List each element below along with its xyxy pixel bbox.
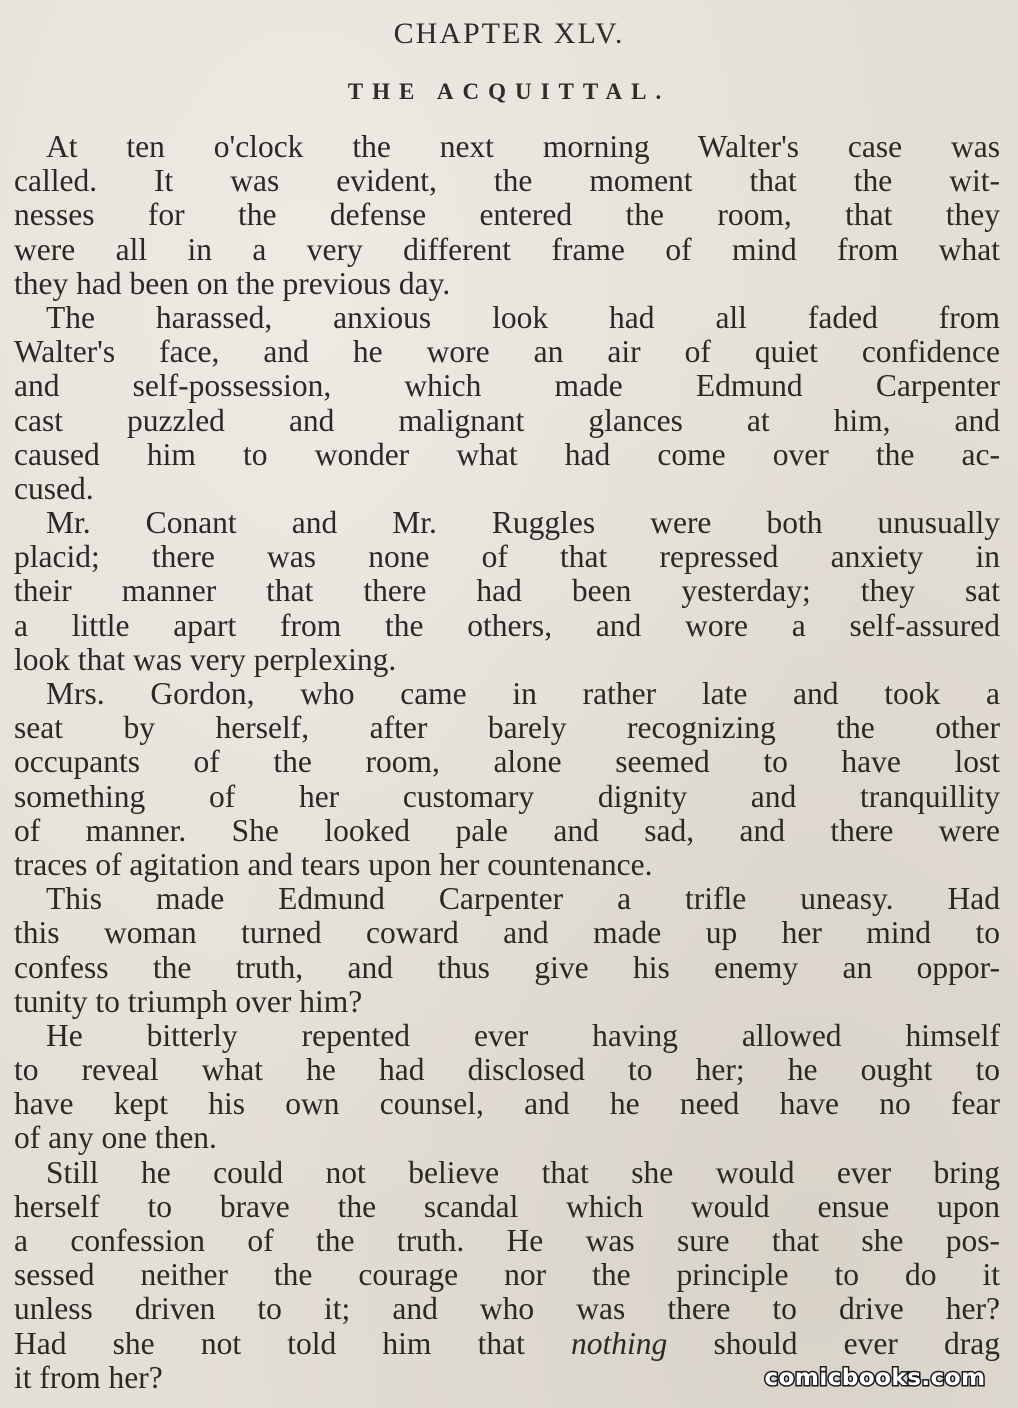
text-line: occupants of the room, alone seemed to have lost (14, 744, 1000, 780)
text-line: Walter's face, and he wore an air of quiet confidence (14, 334, 1000, 370)
text-line: sessed neither the courage nor the principle to do it (14, 1257, 1000, 1293)
text-line: herself to brave the scandal which would ensue upon (14, 1188, 1000, 1224)
text-line: called. It was evident, the moment that the wit- (14, 163, 1000, 199)
text-line: traces of agitation and tears upon her countenance. (14, 846, 653, 882)
text-line: their manner that there had been yesterday; they sat (14, 573, 1000, 609)
text-line: confess the truth, and thus give his enemy an oppor- (14, 949, 1000, 985)
text-line: they had been on the previous day. (14, 265, 451, 301)
text-line: caused him to wonder what had come over the ac- (14, 436, 1000, 472)
text-line: cused. (14, 470, 94, 506)
text-line: to reveal what he had disclosed to her; he ought to (14, 1052, 1000, 1088)
text-line: of any one then. (14, 1120, 217, 1156)
text-line: At ten o'clock the next morning Walter's case was (46, 129, 1000, 164)
paragraph-2 (14, 301, 1000, 506)
paragraph-1 (14, 130, 1000, 301)
paragraph-5 (14, 882, 1000, 1019)
text-line: Still he could not believe that she would ever bring (46, 1154, 1000, 1190)
text-segment: should ever drag (713, 1325, 1001, 1361)
text-line: Mr. Conant and Mr. Ruggles were both unusually (46, 505, 1000, 541)
text-line: something of her customary dignity and tranquillity (14, 778, 1000, 814)
text-line: a little apart from the others, and wore a self-assured (14, 607, 1000, 643)
chapter-subtitle: THE ACQUITTAL. (347, 79, 671, 104)
paragraph-3 (14, 506, 1000, 677)
text-line: The harassed, anxious look had all faded from (46, 299, 1000, 335)
italic-word: nothing (571, 1325, 668, 1361)
text-line: seat by herself, after barely recognizing the other (14, 710, 1000, 746)
text-line: were all in a very different frame of mind from what (14, 231, 1000, 267)
text-line: this woman turned coward and made up her mind to (14, 915, 1000, 951)
article-body (14, 130, 1000, 1395)
text-segment: Had she not told him that (14, 1325, 525, 1361)
site-watermark: comicbooks.com (764, 1365, 986, 1391)
paragraph-6 (14, 1019, 1000, 1156)
text-line: This made Edmund Carpenter a trifle uneasy. Had (46, 881, 1000, 917)
text-line: cast puzzled and malignant glances at him, and (14, 402, 1000, 438)
text-line: and self-possession, which made Edmund Carpenter (14, 368, 1000, 404)
text-line: tunity to triumph over him? (14, 983, 363, 1019)
text-line: unless driven to it; and who was there to drive her? (14, 1291, 1000, 1327)
paragraph-4 (14, 677, 1000, 882)
text-line: nesses for the defense entered the room, that they (14, 197, 1000, 233)
text-line: Mrs. Gordon, who came in rather late and took a (46, 676, 1000, 711)
text-line: a confession of the truth. He was sure that she pos- (14, 1223, 1000, 1258)
text-line: look that was very perplexing. (14, 641, 397, 677)
text-line: it from her? (14, 1359, 163, 1395)
chapter-heading: CHAPTER XLV. (393, 17, 625, 50)
text-line: have kept his own counsel, and he need have no fear (14, 1086, 1000, 1122)
text-line-with-italic (14, 1327, 1000, 1361)
text-line: placid; there was none of that repressed anxiety in (14, 539, 1000, 575)
text-line: of manner. She looked pale and sad, and there were (14, 812, 1000, 848)
text-line: He bitterly repented ever having allowed himself (46, 1017, 1000, 1053)
